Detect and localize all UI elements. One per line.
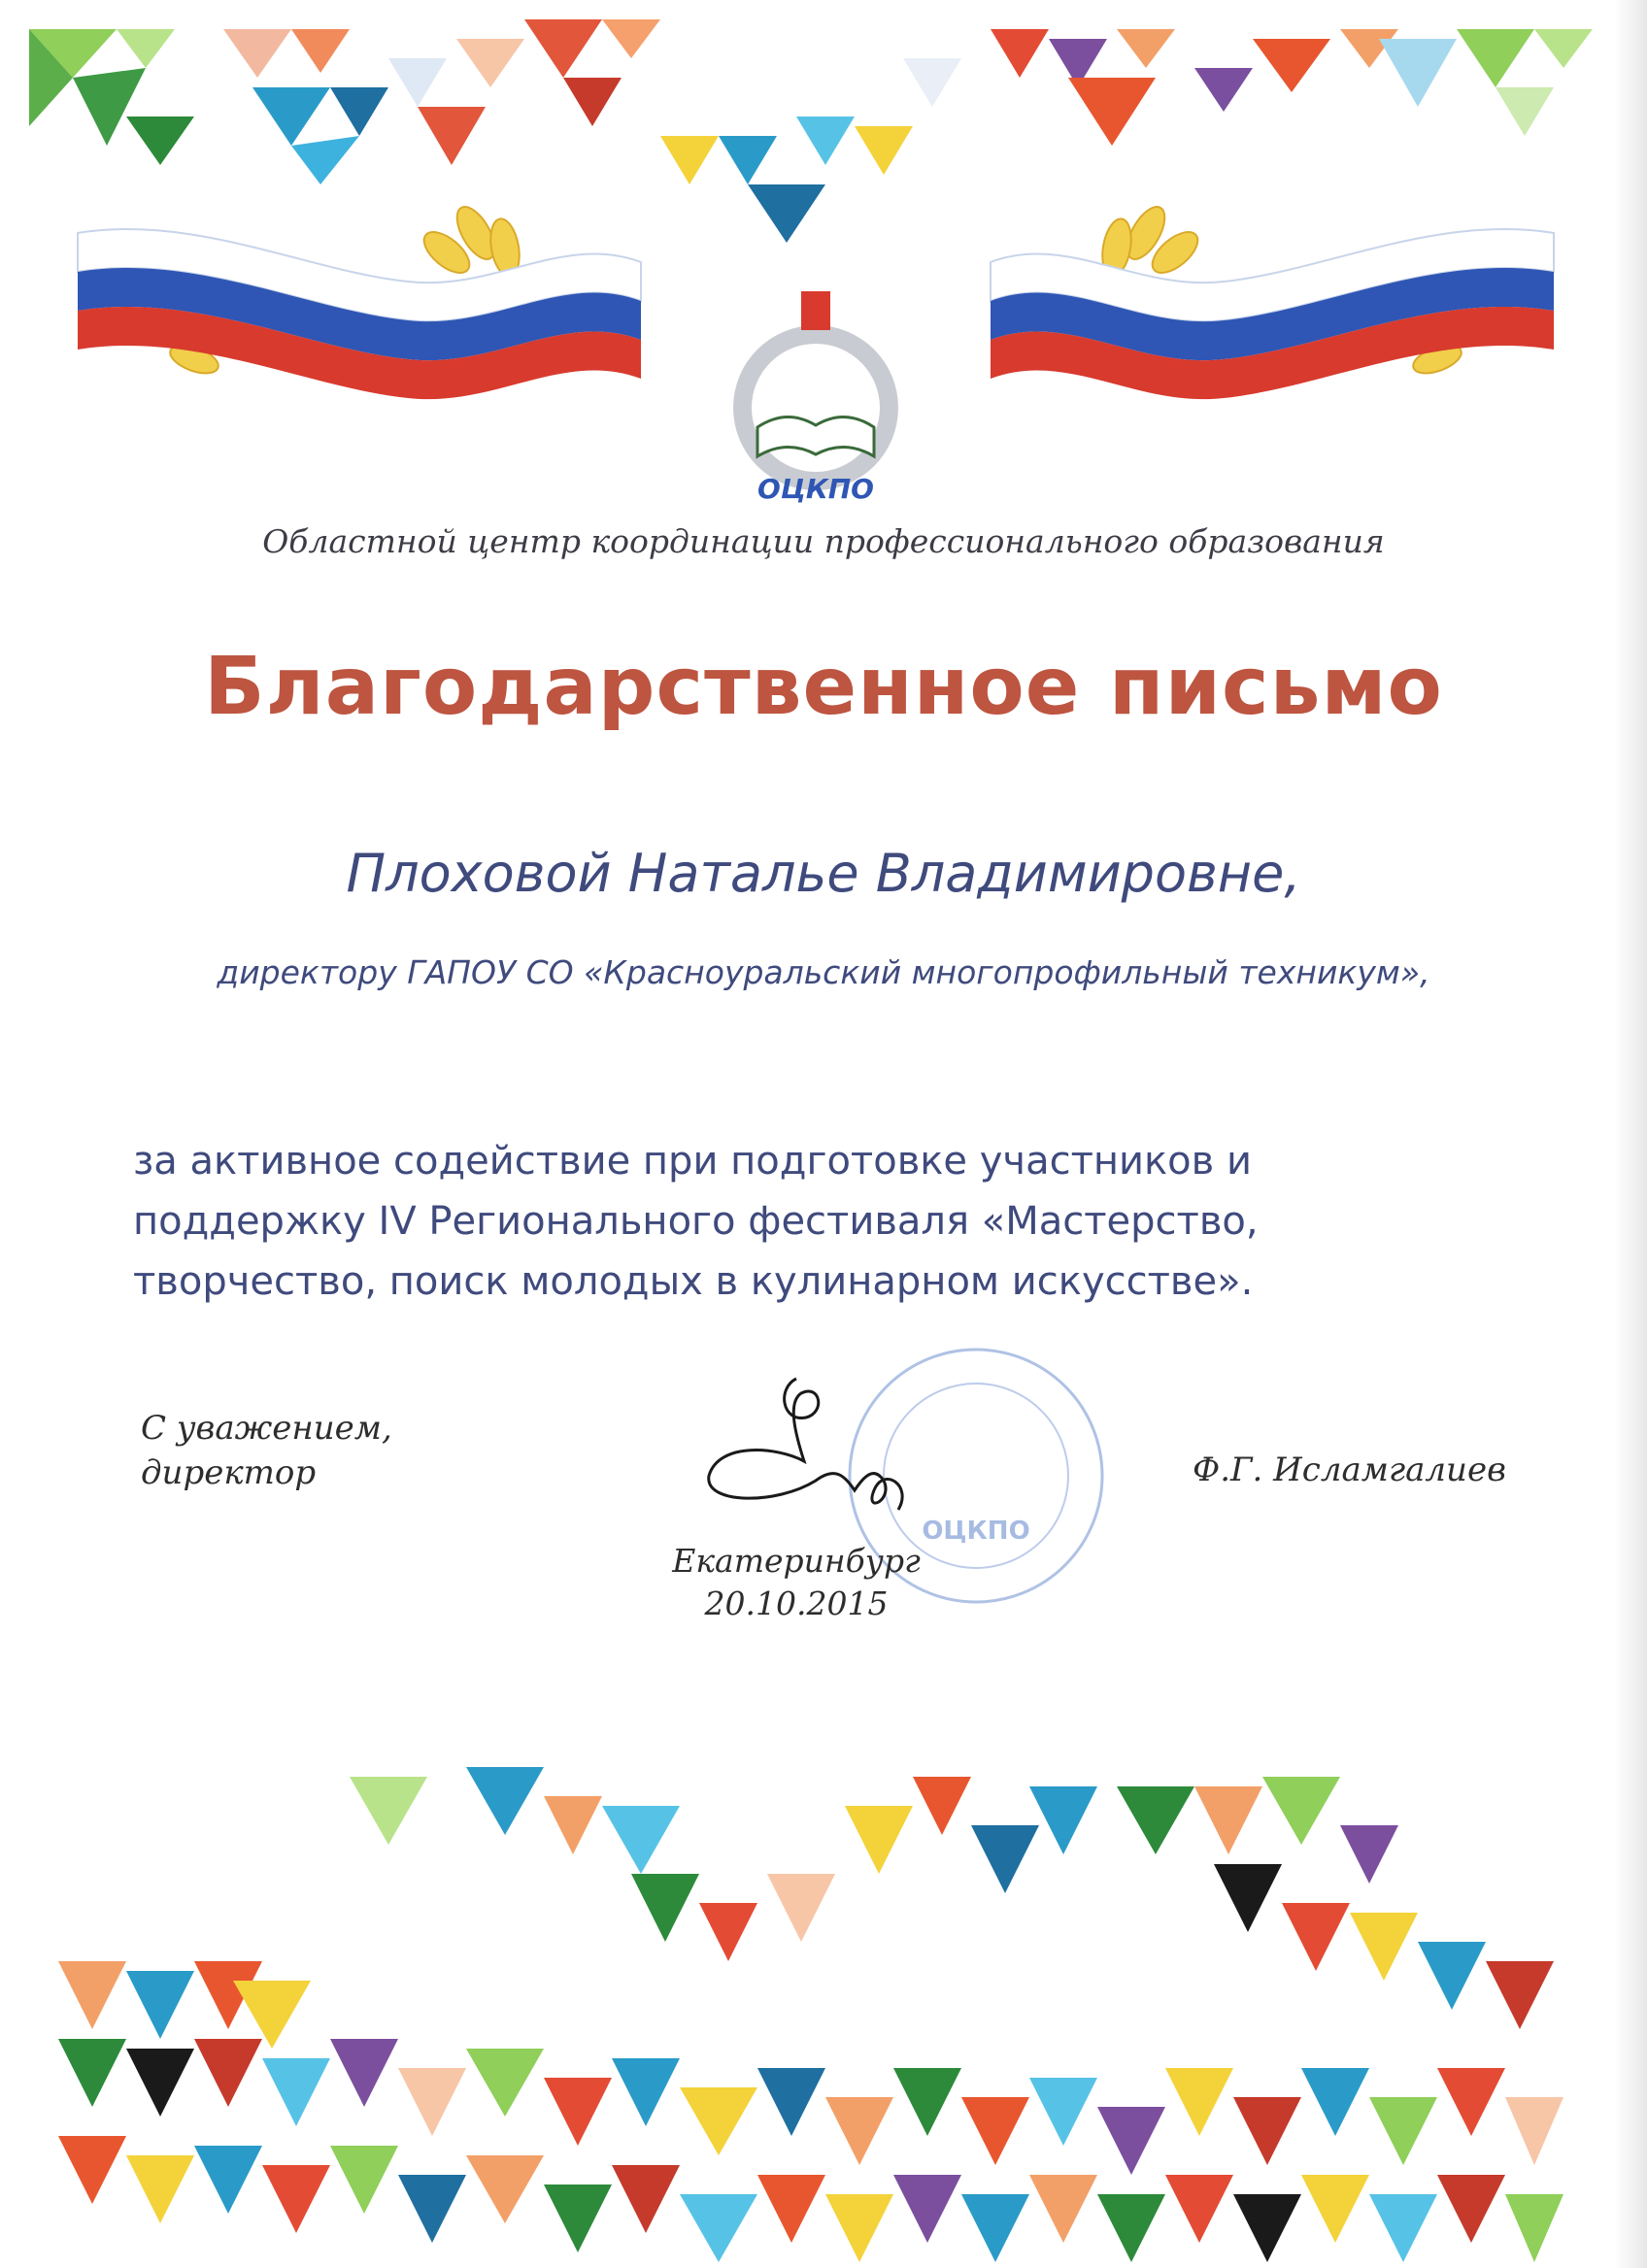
bottom-mosaic-decoration	[0, 1748, 1647, 2268]
closing-regards: С уважением,	[141, 1409, 392, 1448]
body-line-3: творчество, поиск молодых в кулинарном искусстве».	[133, 1259, 1254, 1304]
closing-role: директор	[141, 1453, 317, 1492]
closing	[141, 1406, 392, 1495]
signatory-name: Ф.Г. Исламгалиев	[1193, 1451, 1506, 1489]
stamp-text: ОЦКПО	[922, 1517, 1030, 1546]
sverdlovsk-coat-of-arms-icon	[801, 291, 830, 330]
body-line-2: поддержку IV Регионального фестиваля «Мастерство,	[133, 1199, 1259, 1244]
logo-text: ОЦКПО	[757, 473, 874, 505]
flag-ribbon-decoration	[58, 194, 1573, 505]
recipient-name: Плоховой Наталье Владимировне,	[346, 843, 1301, 904]
city: Екатеринбург	[672, 1542, 921, 1580]
letter-title: Благодарственное письмо	[204, 641, 1443, 733]
body-line-1: за активное содействие при подготовке участников и	[133, 1139, 1252, 1184]
date: 20.10.2015	[704, 1584, 889, 1622]
organization-name: Областной центр координации профессионального образования	[262, 522, 1385, 560]
letter-body	[133, 1131, 1531, 1312]
recipient-position: директору ГАПОУ СО «Красноуральский многопрофильный техникум»,	[217, 953, 1430, 991]
director-signature	[689, 1369, 942, 1553]
place-and-date	[670, 1540, 923, 1625]
